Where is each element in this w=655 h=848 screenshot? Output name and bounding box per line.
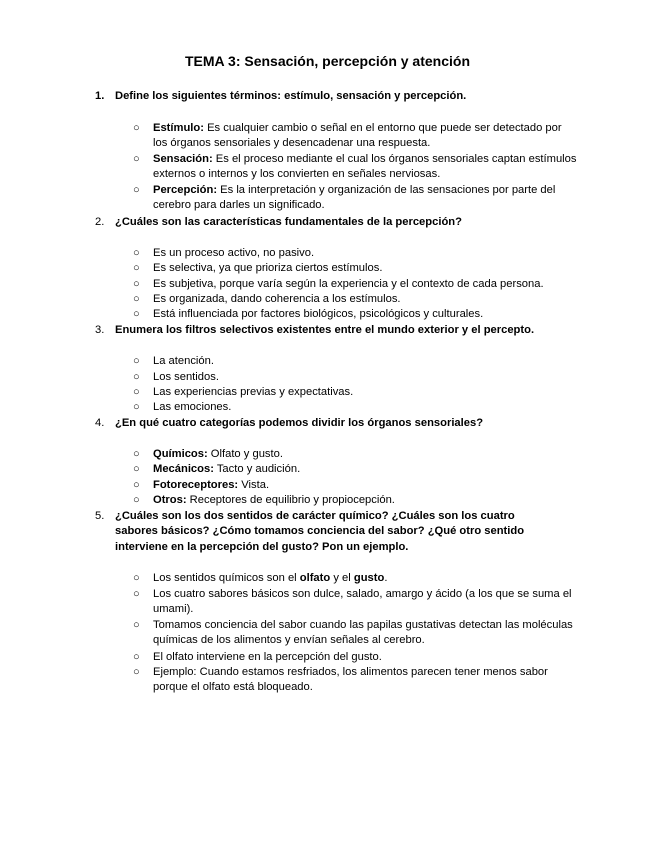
bullet-icon: ○: [133, 572, 140, 584]
bullet-icon: ○: [133, 262, 140, 274]
item-text: Es selectiva, ya que prioriza ciertos estímulos.: [153, 262, 383, 274]
definition: Olfato y gusto.: [207, 448, 283, 460]
item-text: y el: [330, 572, 354, 584]
page-title: TEMA 3: Sensación, percepción y atención: [185, 53, 470, 69]
list-item: [133, 493, 578, 508]
term: Fotoreceptores:: [153, 479, 239, 491]
item-text: Ejemplo: Cuando estamos resfriados, los alimentos parecen tener menos sabor porque el olfato está bloqueado.: [153, 666, 548, 694]
bullet-icon: ○: [133, 308, 140, 320]
question-number: 2.: [95, 216, 105, 228]
list-item: [133, 447, 578, 462]
definition: Receptores de equilibrio y propiocepción.: [186, 494, 395, 506]
term: Mecánicos:: [153, 463, 214, 475]
list-item: [133, 183, 578, 214]
question-1: Define los siguientes términos: estímulo, sensación y percepción.: [115, 90, 467, 102]
bullet-icon: ○: [133, 293, 140, 305]
bullet-icon: ○: [133, 247, 140, 259]
definition: Tacto y audición.: [213, 463, 301, 475]
list-item: [133, 354, 578, 369]
item-text: Es organizada, dando coherencia a los estímulos.: [153, 293, 401, 305]
list-item: [133, 650, 578, 665]
list-item: [133, 307, 578, 322]
bullet-icon: ○: [133, 386, 140, 398]
list-item: [133, 277, 578, 292]
list-item: [133, 400, 578, 415]
item-text: Las emociones.: [153, 401, 232, 413]
definition: Es cualquier cambio o señal en el entorno que puede ser detectado por los órganos sensoriales y desencadenar una respuesta.: [153, 122, 562, 150]
list-item: [133, 246, 578, 261]
list-item: [133, 152, 578, 183]
item-text: Es un proceso activo, no pasivo.: [153, 247, 315, 259]
list-item: [133, 261, 578, 276]
bold-term: gusto: [353, 572, 385, 584]
list-item: [133, 587, 578, 618]
item-text: La atención.: [153, 355, 214, 367]
list-item: [133, 385, 578, 400]
bullet-icon: ○: [133, 588, 140, 600]
item-text: Los sentidos.: [153, 371, 219, 383]
term: Otros:: [153, 494, 187, 506]
bullet-icon: ○: [133, 371, 140, 383]
bullet-icon: ○: [133, 651, 140, 663]
item-text: Los sentidos químicos son el: [153, 572, 300, 584]
term: Estímulo:: [153, 122, 204, 134]
question-5: ¿Cuáles son los dos sentidos de carácter químico? ¿Cuáles son los cuatro sabores básicos? ¿Cómo tomamos conciencia del sabor? ¿Qué otro sentido interviene en la percepción del gusto? Pon un ejemplo.: [115, 510, 525, 553]
bullet-icon: ○: [133, 153, 140, 165]
bullet-icon: ○: [133, 122, 140, 134]
question-number: 4.: [95, 417, 105, 429]
question-number: 3.: [95, 324, 105, 336]
list-item: [133, 665, 578, 696]
list-item: [133, 370, 578, 385]
bullet-icon: ○: [133, 278, 140, 290]
question-number: 5.: [95, 510, 105, 522]
question-4: ¿En qué cuatro categorías podemos dividir los órganos sensoriales?: [115, 417, 484, 429]
item-text: Tomamos conciencia del sabor cuando las papilas gustativas detectan las moléculas químicas de los alimentos y envían señales al cerebro.: [153, 619, 573, 647]
term: Sensación:: [153, 153, 213, 165]
list-item: [133, 462, 578, 477]
definition: Es el proceso mediante el cual los órganos sensoriales captan estímulos externos o internos y los convierten en señales nerviosas.: [153, 153, 577, 181]
item-text: El olfato interviene en la percepción del gusto.: [153, 651, 382, 663]
term: Químicos:: [153, 448, 208, 460]
item-text: Los cuatro sabores básicos son dulce, salado, amargo y ácido (a los que se suma el umami).: [153, 588, 572, 616]
bullet-icon: ○: [133, 401, 140, 413]
term: Percepción:: [153, 184, 218, 196]
item-text: Es subjetiva, porque varía según la experiencia y el contexto de cada persona.: [153, 278, 544, 290]
list-item: [133, 618, 578, 649]
item-text: Las experiencias previas y expectativas.: [153, 386, 354, 398]
list-item: [133, 292, 578, 307]
bullet-icon: ○: [133, 666, 140, 678]
list-item: [133, 121, 578, 152]
item-text: .: [384, 572, 388, 584]
bold-term: olfato: [299, 572, 331, 584]
bullet-icon: ○: [133, 448, 140, 460]
definition: Es la interpretación y organización de las sensaciones por parte del cerebro para darles un significado.: [153, 184, 556, 212]
bullet-icon: ○: [133, 184, 140, 196]
definition: Vista.: [238, 479, 270, 491]
question-3: Enumera los filtros selectivos existentes entre el mundo exterior y el percepto.: [115, 324, 535, 336]
bullet-icon: ○: [133, 355, 140, 367]
bullet-icon: ○: [133, 479, 140, 491]
list-item: [133, 571, 578, 586]
bullet-icon: ○: [133, 494, 140, 506]
bullet-icon: ○: [133, 463, 140, 475]
list-item: [133, 478, 578, 493]
question-number: 1.: [95, 90, 105, 102]
question-2: ¿Cuáles son las características fundamentales de la percepción?: [115, 216, 462, 228]
item-text: Está influenciada por factores biológicos, psicológicos y culturales.: [153, 308, 484, 320]
bullet-icon: ○: [133, 619, 140, 631]
